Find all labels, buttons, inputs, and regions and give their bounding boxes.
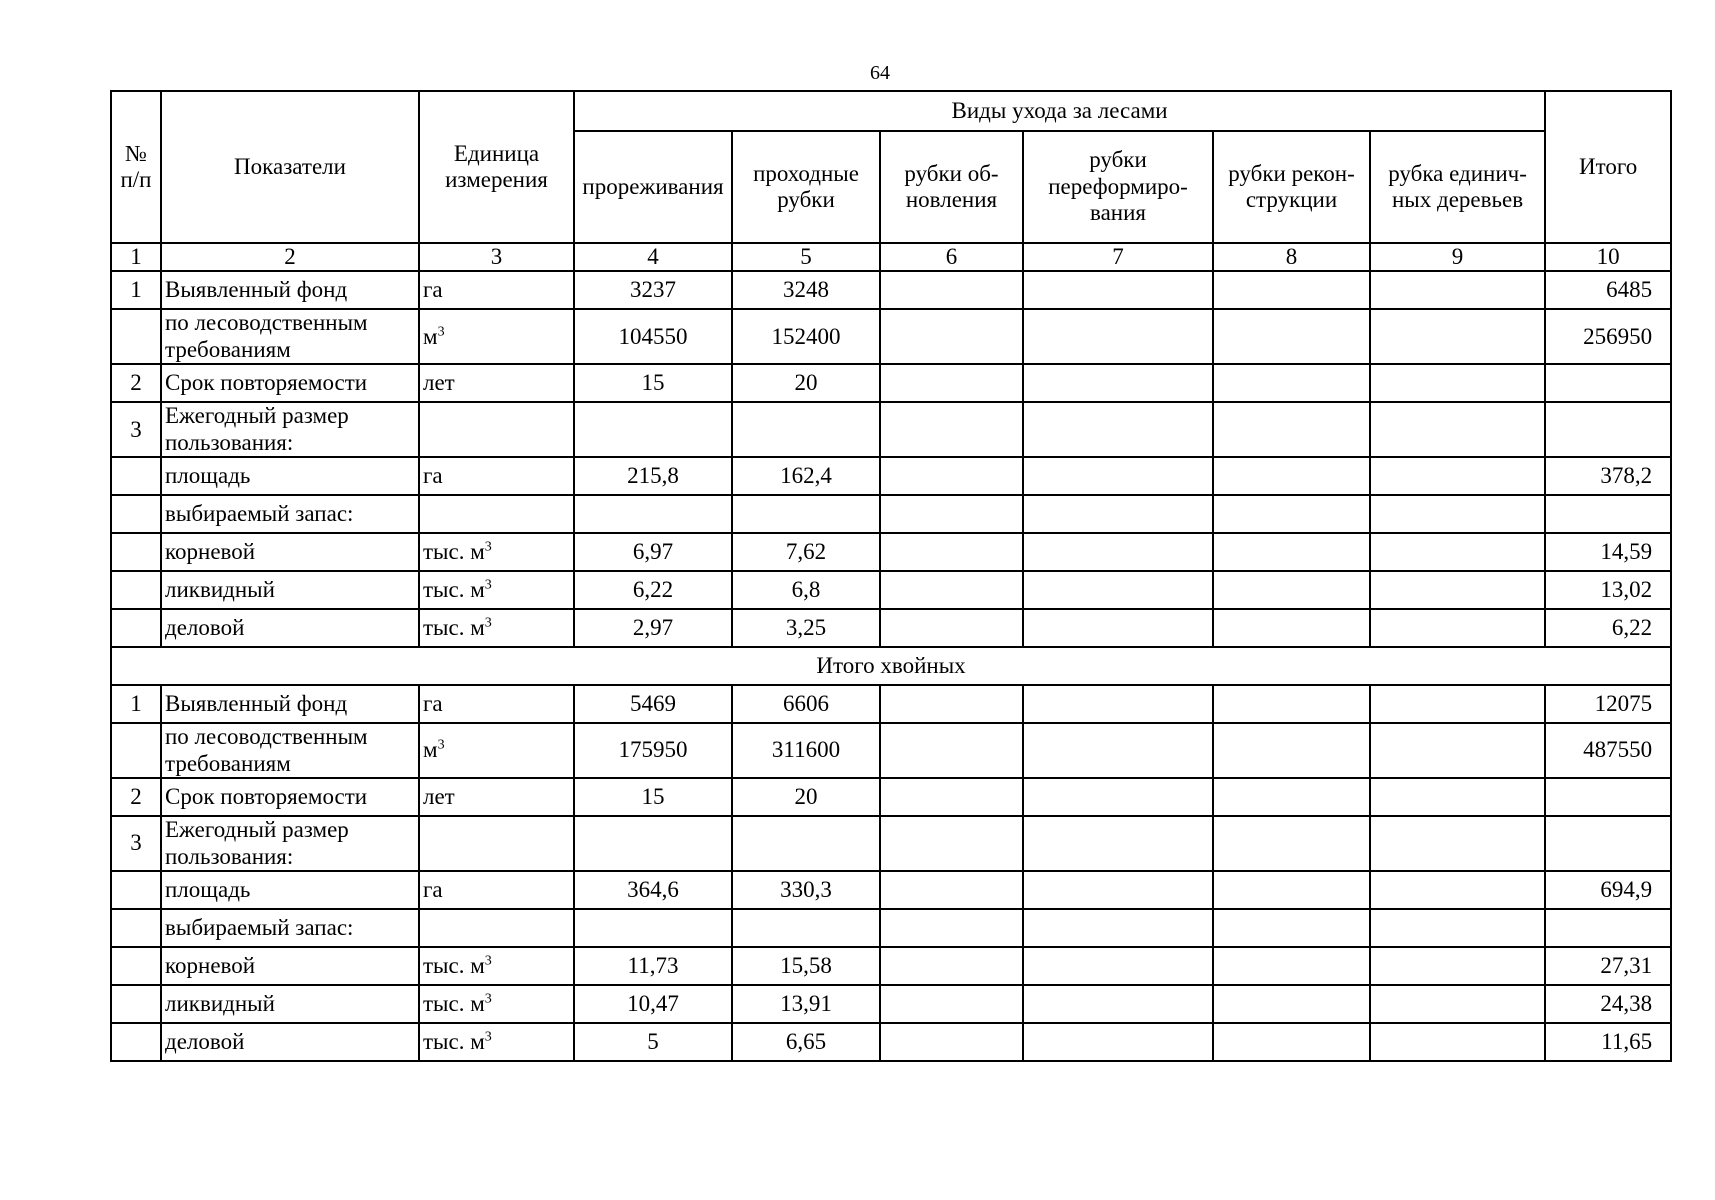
empty-cell (1023, 364, 1213, 402)
empty-cell (1213, 609, 1370, 647)
unit-exponent: 3 (484, 615, 492, 631)
empty-cell (1213, 723, 1370, 778)
empty-cell (880, 1023, 1023, 1061)
empty-cell (880, 723, 1023, 778)
row-number (111, 871, 161, 909)
empty-cell (1023, 909, 1213, 947)
column-number: 6 (880, 243, 1023, 271)
total-value: 11,65 (1545, 1023, 1671, 1061)
thinning-value: 15 (574, 364, 732, 402)
unit-cell (419, 816, 574, 871)
passing-cuts-value: 6,8 (732, 571, 880, 609)
empty-cell (1370, 778, 1545, 816)
total-value: 256950 (1545, 309, 1671, 364)
empty-cell (1370, 816, 1545, 871)
header-reformation-cuts: рубки переформиро- вания (1023, 131, 1213, 243)
total-value: 6485 (1545, 271, 1671, 309)
row-number (111, 457, 161, 495)
unit-text: м (423, 737, 438, 763)
empty-cell (880, 533, 1023, 571)
thinning-value (574, 402, 732, 457)
indicator-cell: площадь (161, 457, 419, 495)
empty-cell (1023, 309, 1213, 364)
empty-cell (1213, 533, 1370, 571)
empty-cell (1023, 1023, 1213, 1061)
column-number: 1 (111, 243, 161, 271)
thinning-value: 2,97 (574, 609, 732, 647)
unit-cell (419, 778, 574, 816)
unit-cell (419, 271, 574, 309)
row-number (111, 723, 161, 778)
table-row (111, 364, 1671, 402)
unit-exponent: 3 (484, 1029, 492, 1045)
thinning-value: 10,47 (574, 985, 732, 1023)
unit-cell (419, 1023, 574, 1061)
empty-cell (1213, 985, 1370, 1023)
total-value: 487550 (1545, 723, 1671, 778)
unit-text: лет (423, 370, 455, 396)
thinning-value: 5 (574, 1023, 732, 1061)
unit-cell (419, 723, 574, 778)
row-number: 1 (111, 271, 161, 309)
table-row (111, 1023, 1671, 1061)
unit-exponent: 3 (484, 539, 492, 555)
indicator-cell: выбираемый запас: (161, 909, 419, 947)
passing-cuts-value: 3,25 (732, 609, 880, 647)
indicator-cell: Выявленный фонд (161, 685, 419, 723)
total-value: 694,9 (1545, 871, 1671, 909)
empty-cell (1023, 609, 1213, 647)
table-row (111, 947, 1671, 985)
unit-text: га (423, 876, 443, 902)
indicator-cell: Срок повторяемости (161, 364, 419, 402)
empty-cell (1213, 571, 1370, 609)
indicator-cell: Срок повторяемости (161, 778, 419, 816)
unit-text: тыс. м (423, 576, 485, 602)
table-row (111, 985, 1671, 1023)
unit-cell (419, 609, 574, 647)
total-value (1545, 495, 1671, 533)
passing-cuts-value: 330,3 (732, 871, 880, 909)
passing-cuts-value: 6606 (732, 685, 880, 723)
thinning-value (574, 909, 732, 947)
table-row (111, 571, 1671, 609)
row-number: 1 (111, 685, 161, 723)
empty-cell (1023, 571, 1213, 609)
unit-cell (419, 985, 574, 1023)
thinning-value (574, 495, 732, 533)
unit-exponent: 3 (484, 991, 492, 1007)
empty-cell (1370, 364, 1545, 402)
empty-cell (1213, 909, 1370, 947)
thinning-value: 104550 (574, 309, 732, 364)
table-row (111, 402, 1671, 457)
indicator-cell: деловой (161, 609, 419, 647)
table-row (111, 871, 1671, 909)
thinning-value (574, 816, 732, 871)
header-thinning: прореживания (574, 131, 732, 243)
unit-cell (419, 457, 574, 495)
row-number (111, 909, 161, 947)
row-number: 2 (111, 778, 161, 816)
empty-cell (1023, 495, 1213, 533)
header-renewal-cuts: рубки об- новления (880, 131, 1023, 243)
row-number (111, 571, 161, 609)
thinning-value: 6,22 (574, 571, 732, 609)
header-reconstruction-cuts: рубки рекон- струкции (1213, 131, 1370, 243)
empty-cell (1370, 947, 1545, 985)
empty-cell (1370, 457, 1545, 495)
header-single-tree-cuts: рубка единич- ных деревьев (1370, 131, 1545, 243)
unit-cell (419, 947, 574, 985)
unit-text: тыс. м (423, 990, 485, 1016)
empty-cell (1370, 402, 1545, 457)
column-number: 10 (1545, 243, 1671, 271)
empty-cell (1023, 685, 1213, 723)
empty-cell (1023, 985, 1213, 1023)
unit-exponent: 3 (437, 324, 445, 339)
row-number: 3 (111, 402, 161, 457)
empty-cell (1370, 309, 1545, 364)
empty-cell (880, 909, 1023, 947)
passing-cuts-value: 3248 (732, 271, 880, 309)
unit-cell (419, 571, 574, 609)
column-number: 9 (1370, 243, 1545, 271)
indicator-cell: деловой (161, 1023, 419, 1061)
empty-cell (1370, 609, 1545, 647)
total-value: 27,31 (1545, 947, 1671, 985)
row-number (111, 1023, 161, 1061)
empty-cell (1370, 909, 1545, 947)
table-row (111, 457, 1671, 495)
empty-cell (880, 609, 1023, 647)
thinning-value: 215,8 (574, 457, 732, 495)
header-unit: Единица измерения (419, 91, 574, 243)
empty-cell (1023, 457, 1213, 495)
thinning-value: 3237 (574, 271, 732, 309)
total-value (1545, 402, 1671, 457)
empty-cell (1213, 402, 1370, 457)
indicator-cell: площадь (161, 871, 419, 909)
indicator-cell: выбираемый запас: (161, 495, 419, 533)
empty-cell (880, 309, 1023, 364)
row-number: 3 (111, 816, 161, 871)
total-value: 14,59 (1545, 533, 1671, 571)
total-value: 13,02 (1545, 571, 1671, 609)
empty-cell (1023, 533, 1213, 571)
empty-cell (880, 495, 1023, 533)
thinning-value: 15 (574, 778, 732, 816)
unit-text: тыс. м (423, 1028, 485, 1054)
empty-cell (880, 871, 1023, 909)
header-care-types: Виды ухода за лесами (574, 91, 1545, 131)
empty-cell (1370, 985, 1545, 1023)
empty-cell (1370, 1023, 1545, 1061)
table-row (111, 778, 1671, 816)
empty-cell (1213, 685, 1370, 723)
column-number: 5 (732, 243, 880, 271)
unit-text: га (423, 277, 443, 303)
thinning-value: 364,6 (574, 871, 732, 909)
empty-cell (1213, 271, 1370, 309)
indicator-cell: Ежегодный размер пользования: (161, 816, 419, 871)
unit-text: лет (423, 783, 455, 809)
empty-cell (880, 778, 1023, 816)
thinning-value: 6,97 (574, 533, 732, 571)
total-value: 378,2 (1545, 457, 1671, 495)
passing-cuts-value: 20 (732, 364, 880, 402)
total-value (1545, 364, 1671, 402)
empty-cell (1023, 271, 1213, 309)
table-row (111, 495, 1671, 533)
unit-cell (419, 685, 574, 723)
passing-cuts-value: 7,62 (732, 533, 880, 571)
total-value (1545, 778, 1671, 816)
empty-cell (1213, 947, 1370, 985)
passing-cuts-value (732, 909, 880, 947)
empty-cell (1023, 402, 1213, 457)
indicator-cell: ликвидный (161, 571, 419, 609)
header-passing-cuts: проходные рубки (732, 131, 880, 243)
empty-cell (880, 685, 1023, 723)
unit-cell (419, 909, 574, 947)
empty-cell (1213, 871, 1370, 909)
empty-cell (1370, 871, 1545, 909)
total-value: 12075 (1545, 685, 1671, 723)
empty-cell (880, 985, 1023, 1023)
indicator-cell: Ежегодный размер пользования: (161, 402, 419, 457)
unit-cell (419, 364, 574, 402)
unit-text: га (423, 690, 443, 716)
empty-cell (880, 947, 1023, 985)
passing-cuts-value: 6,65 (732, 1023, 880, 1061)
row-number: 2 (111, 364, 161, 402)
empty-cell (1370, 723, 1545, 778)
row-number (111, 309, 161, 364)
table-row (111, 685, 1671, 723)
passing-cuts-value (732, 402, 880, 457)
passing-cuts-value: 311600 (732, 723, 880, 778)
empty-cell (1370, 685, 1545, 723)
header-num: № п/п (111, 91, 161, 243)
row-number (111, 985, 161, 1023)
row-number (111, 533, 161, 571)
section-title: Итого хвойных (111, 647, 1671, 685)
unit-text: тыс. м (423, 614, 485, 640)
thinning-value: 11,73 (574, 947, 732, 985)
page-number: 64 (870, 62, 890, 84)
empty-cell (1213, 1023, 1370, 1061)
unit-exponent: 3 (437, 737, 445, 753)
empty-cell (880, 402, 1023, 457)
column-number: 7 (1023, 243, 1213, 271)
unit-cell (419, 533, 574, 571)
column-number: 4 (574, 243, 732, 271)
empty-cell (1213, 495, 1370, 533)
empty-cell (1370, 533, 1545, 571)
empty-cell (1023, 723, 1213, 778)
row-number (111, 495, 161, 533)
table-row (111, 271, 1671, 309)
empty-cell (1213, 309, 1370, 364)
unit-text: тыс. м (423, 952, 485, 978)
unit-text: м (423, 323, 438, 349)
empty-cell (1023, 947, 1213, 985)
total-value (1545, 909, 1671, 947)
column-number: 3 (419, 243, 574, 271)
total-value: 24,38 (1545, 985, 1671, 1023)
indicator-cell: по лесоводственным требованиям (161, 723, 419, 778)
row-number (111, 609, 161, 647)
table-row (111, 909, 1671, 947)
unit-text: тыс. м (423, 538, 485, 564)
table-row (111, 723, 1671, 778)
empty-cell (880, 271, 1023, 309)
indicator-cell: ликвидный (161, 985, 419, 1023)
empty-cell (880, 364, 1023, 402)
empty-cell (880, 457, 1023, 495)
indicator-cell: по лесоводственным требованиям (161, 309, 419, 364)
empty-cell (1370, 571, 1545, 609)
total-value (1545, 816, 1671, 871)
table-row (111, 816, 1671, 871)
header-total: Итого (1545, 91, 1671, 243)
table-row (111, 533, 1671, 571)
unit-cell (419, 402, 574, 457)
forest-care-table (110, 90, 1672, 1062)
empty-cell (1370, 495, 1545, 533)
empty-cell (1023, 778, 1213, 816)
indicator-cell: корневой (161, 947, 419, 985)
empty-cell (1370, 271, 1545, 309)
section-row (111, 647, 1671, 685)
column-number: 8 (1213, 243, 1370, 271)
empty-cell (1213, 816, 1370, 871)
table-row (111, 609, 1671, 647)
unit-cell (419, 309, 574, 364)
header-indicators: Показатели (161, 91, 419, 243)
column-number: 2 (161, 243, 419, 271)
empty-cell (1213, 457, 1370, 495)
empty-cell (880, 571, 1023, 609)
unit-cell (419, 495, 574, 533)
passing-cuts-value (732, 816, 880, 871)
passing-cuts-value: 152400 (732, 309, 880, 364)
unit-cell (419, 871, 574, 909)
thinning-value: 175950 (574, 723, 732, 778)
row-number (111, 947, 161, 985)
passing-cuts-value: 162,4 (732, 457, 880, 495)
passing-cuts-value (732, 495, 880, 533)
empty-cell (1023, 816, 1213, 871)
indicator-cell: Выявленный фонд (161, 271, 419, 309)
unit-text: га (423, 462, 443, 488)
empty-cell (880, 816, 1023, 871)
passing-cuts-value: 13,91 (732, 985, 880, 1023)
empty-cell (1213, 778, 1370, 816)
empty-cell (1213, 364, 1370, 402)
empty-cell (1023, 871, 1213, 909)
unit-exponent: 3 (484, 577, 492, 593)
table-row (111, 309, 1671, 364)
passing-cuts-value: 20 (732, 778, 880, 816)
indicator-cell: корневой (161, 533, 419, 571)
passing-cuts-value: 15,58 (732, 947, 880, 985)
total-value: 6,22 (1545, 609, 1671, 647)
unit-exponent: 3 (484, 953, 492, 969)
thinning-value: 5469 (574, 685, 732, 723)
